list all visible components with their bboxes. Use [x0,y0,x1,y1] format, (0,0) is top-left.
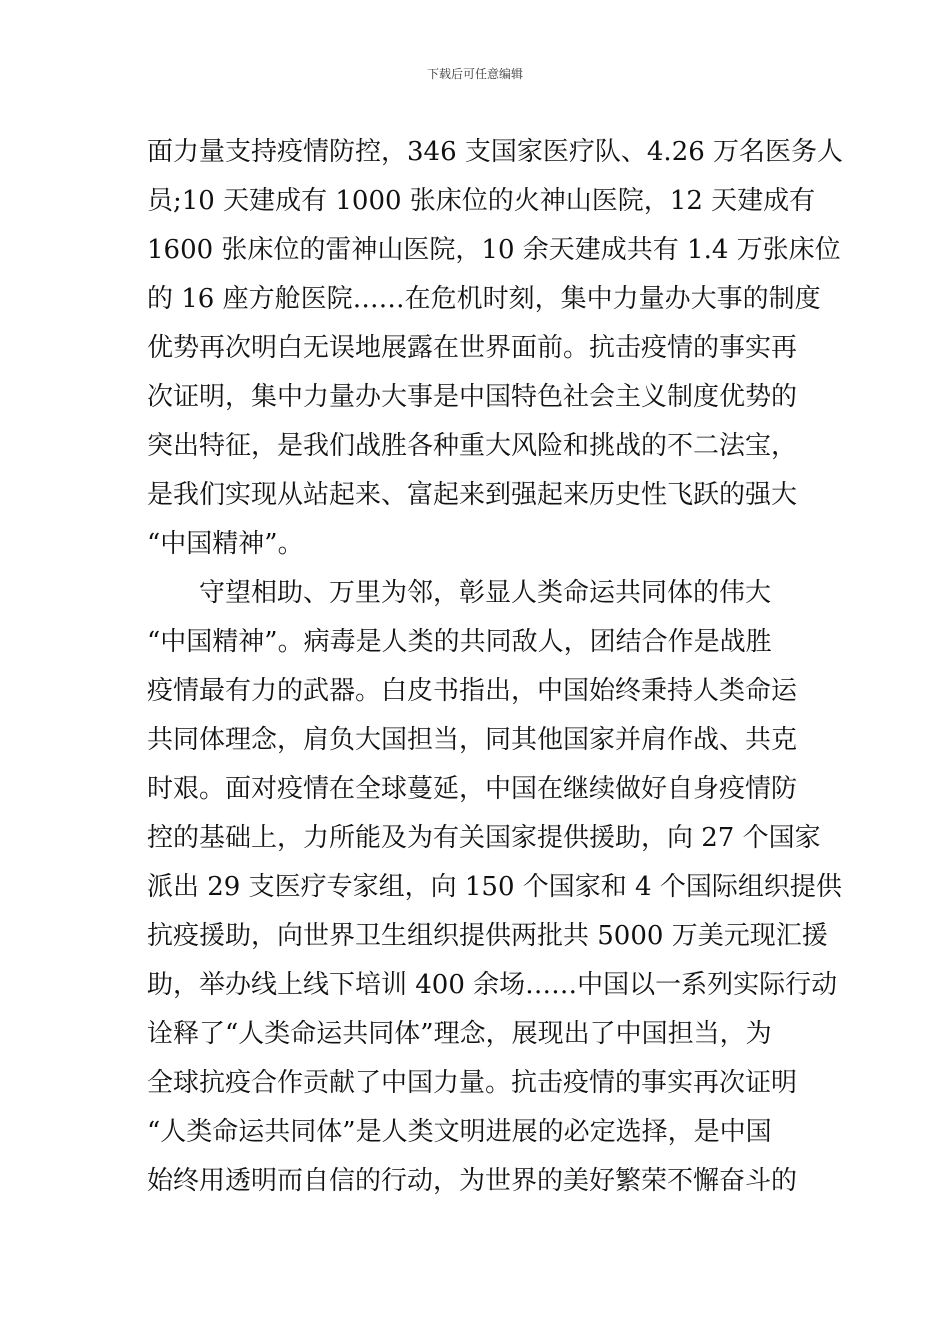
text-line: “人类命运共同体”是人类文明进展的必定选择，是中国 [147,1117,772,1147]
text-line: 是我们实现从站起来、富起来到强起来历史性飞跃的强大 [147,480,798,510]
text-line: 诠释了“人类命运共同体”理念，展现出了中国担当，为 [147,1019,772,1049]
text-line: 始终用透明而自信的行动，为世界的美好繁荣不懈奋斗的 [147,1166,798,1196]
text-line: 的 16 座方舱医院……在危机时刻，集中力量办大事的制度 [147,284,821,314]
text-line: 抗疫援助，向世界卫生组织提供两批共 5000 万美元现汇援 [147,921,828,951]
text-line: 全球抗疫合作贡献了中国力量。抗击疫情的事实再次证明 [147,1068,798,1098]
text-line: 突出特征，是我们战胜各种重大风险和挑战的不二法宝， [147,431,798,461]
text-line: 共同体理念，肩负大国担当，同其他国家并肩作战、共克 [147,725,798,755]
text-line: 优势再次明白无误地展露在世界面前。抗击疫情的事实再 [147,333,798,363]
text-line: 控的基础上，力所能及为有关国家提供援助，向 27 个国家 [147,823,821,853]
document-body [147,128,844,1206]
text-line: 员;10 天建成有 1000 张床位的火神山医院，12 天建成有 [147,186,816,216]
text-line: 助，举办线上线下培训 400 余场……中国以一系列实际行动 [147,970,838,1000]
text-line: “中国精神”。病毒是人类的共同敌人，团结合作是战胜 [147,627,772,657]
text-line: 时艰。面对疫情在全球蔓延，中国在继续做好自身疫情防 [147,774,798,804]
text-line: 面力量支持疫情防控，346 支国家医疗队、4.26 万名医务人 [147,137,844,167]
text-line: 次证明，集中力量办大事是中国特色社会主义制度优势的 [147,382,798,412]
text-line: “中国精神”。 [147,529,304,559]
page-header: 下载后可任意编辑 [426,67,523,81]
text-line: 疫情最有力的武器。白皮书指出，中国始终秉持人类命运 [147,676,798,706]
text-line: 派出 29 支医疗专家组，向 150 个国家和 4 个国际组织提供 [147,872,842,902]
paragraph-start-line: 守望相助、万里为邻，彰显人类命运共同体的伟大 [147,578,772,608]
text-line: 1600 张床位的雷神山医院，10 余天建成共有 1.4 万张床位 [147,235,841,265]
